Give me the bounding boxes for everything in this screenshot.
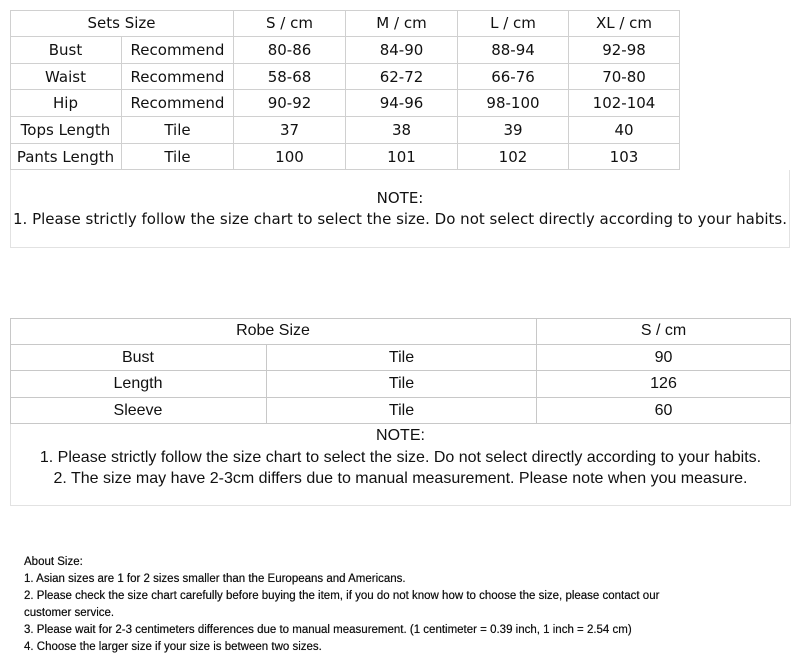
size-value: 102-104 bbox=[569, 90, 680, 117]
header-l: L / cm bbox=[458, 10, 569, 37]
row-type-label: Recommend bbox=[122, 37, 234, 64]
size-value: 92-98 bbox=[569, 37, 680, 64]
robe-part-label: Sleeve bbox=[10, 398, 267, 424]
header-sets-size: Sets Size bbox=[10, 10, 234, 37]
size-value: 40 bbox=[569, 117, 680, 144]
size-value: 103 bbox=[569, 144, 680, 170]
size-value: 38 bbox=[346, 117, 458, 144]
about-size-line: 3. Please wait for 2-3 centimeters differences due to manual measurement. (1 centimeter = 0.39 inch, 1 inch = 2.54 cm) bbox=[24, 624, 632, 636]
size-value: 70-80 bbox=[569, 64, 680, 90]
robe-part-label: Length bbox=[10, 371, 267, 398]
header-xl: XL / cm bbox=[569, 10, 680, 37]
header-m: M / cm bbox=[346, 10, 458, 37]
row-type-label: Recommend bbox=[122, 64, 234, 90]
size-value: 90-92 bbox=[234, 90, 346, 117]
robe-size-value: 90 bbox=[537, 345, 791, 371]
row-type-label: Tile bbox=[122, 144, 234, 170]
about-size-line: 4. Choose the larger size if your size is between two sizes. bbox=[24, 641, 322, 653]
robe-note-line: 2. The size may have 2-3cm differs due to manual measurement. Please note when you measure. bbox=[53, 470, 748, 487]
size-value: 94-96 bbox=[346, 90, 458, 117]
size-value: 100 bbox=[234, 144, 346, 170]
size-value: 39 bbox=[458, 117, 569, 144]
size-value: 84-90 bbox=[346, 37, 458, 64]
size-value: 58-68 bbox=[234, 64, 346, 90]
row-part-label: Hip bbox=[10, 90, 122, 117]
row-part-label: Waist bbox=[10, 64, 122, 90]
sets-note-line: 1. Please strictly follow the size chart to select the size. Do not select directly according to your habits. bbox=[13, 210, 787, 228]
header-s: S / cm bbox=[234, 10, 346, 37]
sets-note-box bbox=[10, 170, 790, 248]
size-value: 80-86 bbox=[234, 37, 346, 64]
size-value: 102 bbox=[458, 144, 569, 170]
header-robe-size: Robe Size bbox=[10, 318, 537, 345]
header-robe-s: S / cm bbox=[537, 318, 791, 345]
about-size-title: About Size: bbox=[24, 556, 83, 568]
robe-note-line: 1. Please strictly follow the size chart to select the size. Do not select directly according to your habits. bbox=[39, 449, 762, 466]
size-value: 88-94 bbox=[458, 37, 569, 64]
size-value: 62-72 bbox=[346, 64, 458, 90]
robe-type-label: Tile bbox=[267, 398, 537, 424]
robe-note-title: NOTE: bbox=[376, 427, 425, 444]
size-value: 37 bbox=[234, 117, 346, 144]
about-size-line: customer service. bbox=[24, 607, 115, 619]
robe-size-value: 126 bbox=[537, 371, 791, 398]
size-value: 98-100 bbox=[458, 90, 569, 117]
row-type-label: Tile bbox=[122, 117, 234, 144]
robe-note-box bbox=[10, 424, 791, 506]
about-size-section bbox=[24, 554, 784, 656]
robe-part-label: Bust bbox=[10, 345, 267, 371]
robe-size-value: 60 bbox=[537, 398, 791, 424]
robe-type-label: Tile bbox=[267, 371, 537, 398]
about-size-line: 1. Asian sizes are 1 for 2 sizes smaller than the Europeans and Americans. bbox=[24, 573, 406, 585]
about-size-line: 2. Please check the size chart carefully before buying the item, if you do not know how to choose the size, please contact our bbox=[24, 590, 660, 602]
row-part-label: Tops Length bbox=[10, 117, 122, 144]
size-value: 66-76 bbox=[458, 64, 569, 90]
row-type-label: Recommend bbox=[122, 90, 234, 117]
row-part-label: Pants Length bbox=[10, 144, 122, 170]
robe-type-label: Tile bbox=[267, 345, 537, 371]
sets-note-title: NOTE: bbox=[376, 189, 424, 207]
row-part-label: Bust bbox=[10, 37, 122, 64]
size-value: 101 bbox=[346, 144, 458, 170]
